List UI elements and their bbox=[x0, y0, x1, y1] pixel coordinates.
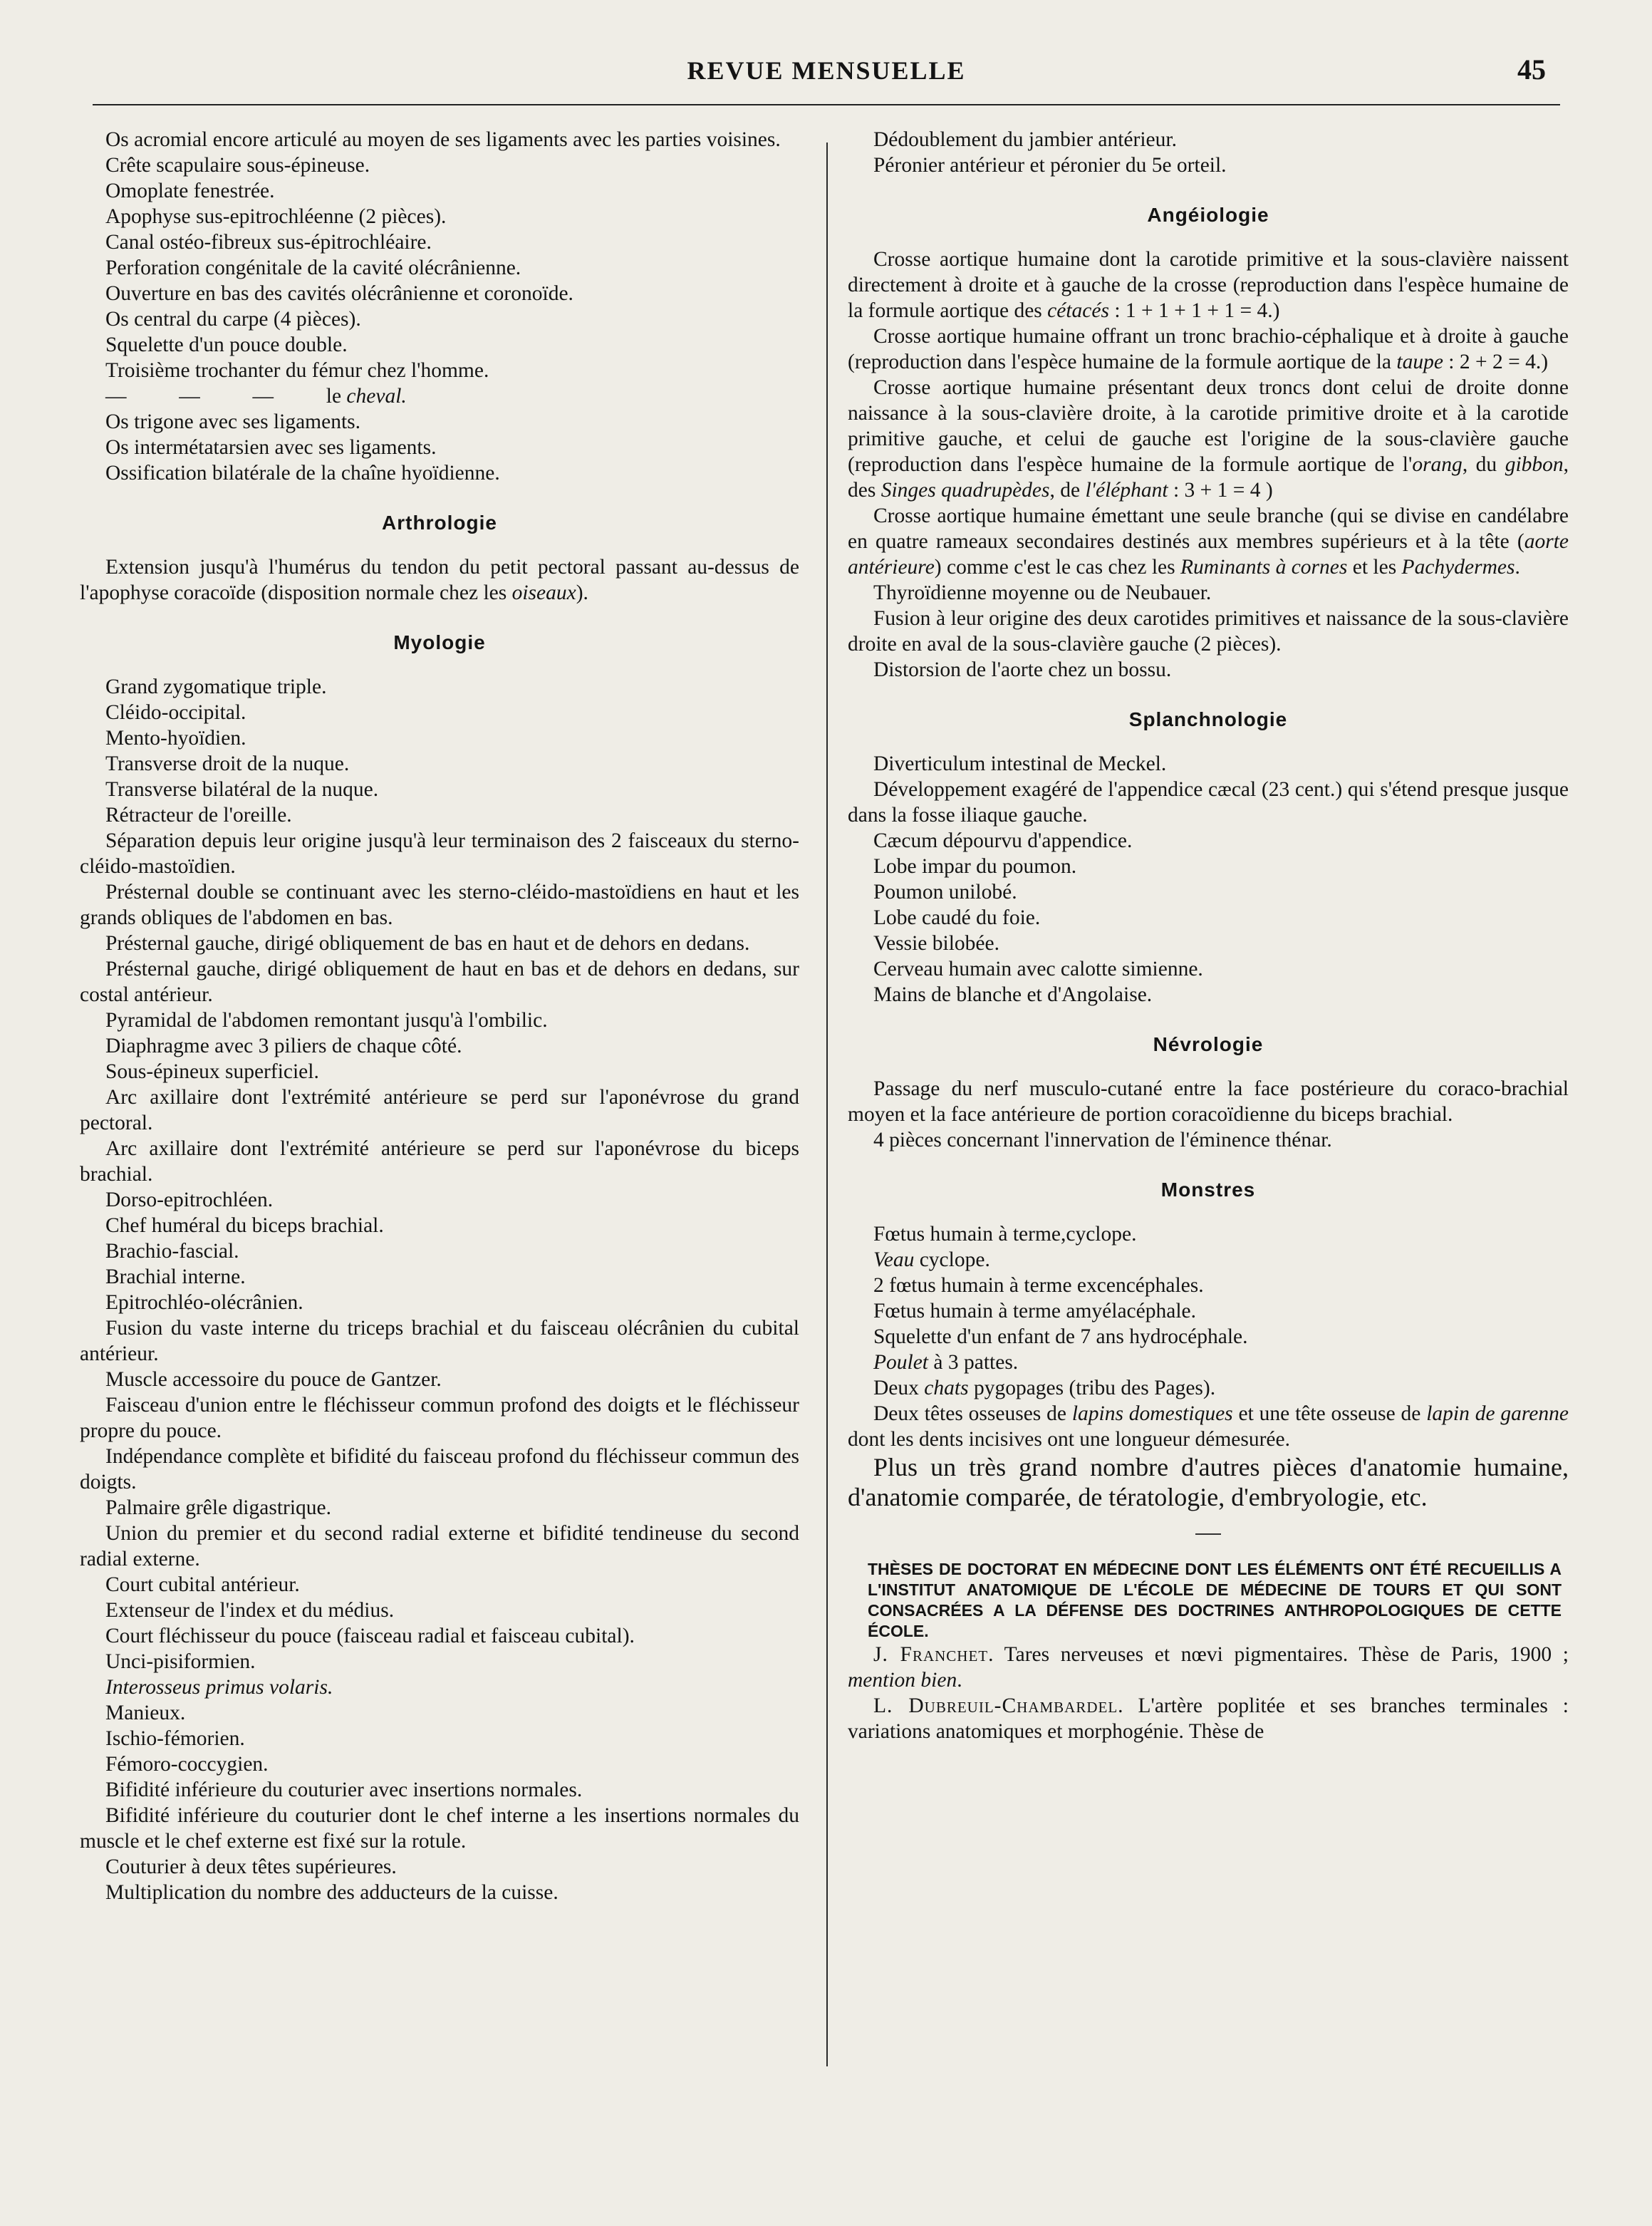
list-item: Os central du carpe (4 pièces). bbox=[105, 308, 361, 331]
list-item: Péronier antérieur et péronier du 5e orteil. bbox=[873, 154, 1227, 177]
text: à 3 pattes. bbox=[928, 1351, 1019, 1374]
myology-list-8 bbox=[80, 1854, 799, 1905]
myology-list-2 bbox=[80, 1008, 799, 1084]
list-item: Apophyse sus-epitrochléenne (2 pièces). bbox=[105, 205, 447, 228]
author: L. Dubreuil-Chambardel bbox=[873, 1694, 1118, 1717]
column-divider bbox=[826, 143, 828, 2066]
list-item: Mento-hyoïdien. bbox=[105, 727, 246, 750]
list-item: Fémoro-coccygien. bbox=[105, 1753, 269, 1776]
myology-paras-5 bbox=[80, 1521, 799, 1572]
text: . bbox=[957, 1669, 962, 1692]
author: J. Franchet bbox=[873, 1643, 989, 1666]
paragraph: Présternal gauche, dirigé obliquement de bas en haut et de dehors en dedans. bbox=[105, 932, 750, 955]
header-rule bbox=[93, 104, 1560, 105]
list-item: Distorsion de l'aorte chez un bossu. bbox=[873, 658, 1172, 681]
text: Deux têtes osseuses de bbox=[873, 1402, 1072, 1425]
text: : 2 + 2 = 4.) bbox=[1443, 351, 1549, 373]
myology-paras-3 bbox=[80, 1315, 799, 1367]
text: , de bbox=[1049, 479, 1086, 502]
text: : 3 + 1 = 4 ) bbox=[1168, 479, 1273, 502]
paragraph: Bifidité inférieure du couturier dont le chef interne a les insertions normales du muscle et le chef externe est fixé sur la rotule. bbox=[80, 1804, 799, 1853]
splanchnology-list bbox=[848, 828, 1569, 1008]
list-item: Omoplate fenestrée. bbox=[105, 180, 275, 202]
list-item: Vessie bilobée. bbox=[873, 932, 999, 955]
thesis-entry bbox=[848, 1642, 1569, 1693]
list-item: Transverse droit de la nuque. bbox=[105, 752, 350, 775]
list-item: Fœtus humain à terme amyélacéphale. bbox=[873, 1300, 1196, 1322]
italic-text: cétacés bbox=[1047, 299, 1109, 322]
section-heading-nevrologie: Névrologie bbox=[1153, 1033, 1264, 1055]
list-item: Diverticulum intestinal de Meckel. bbox=[873, 752, 1167, 775]
arthrology-paragraph bbox=[80, 554, 799, 606]
paragraph: Fusion à leur origine des deux carotides primitives et naissance de la sous-clavière droite en aval de la sous-clavière gauche (2 pièces). bbox=[848, 607, 1569, 656]
separator-dash bbox=[1195, 1533, 1221, 1535]
list-item: Bifidité inférieure du couturier avec insertions normales. bbox=[105, 1779, 583, 1801]
paragraph: Arc axillaire dont l'extrémité antérieure se perd sur l'aponévrose du biceps brachial. bbox=[80, 1137, 799, 1186]
text: dont les dents incisives ont une longueur démesurée. bbox=[848, 1428, 1290, 1451]
text: et une tête osseuse de bbox=[1232, 1402, 1427, 1425]
myology-list-4 bbox=[80, 1367, 799, 1392]
running-title: REVUE MENSUELLE bbox=[687, 56, 966, 85]
text: : 1 + 1 + 1 + 1 = 4.) bbox=[1108, 299, 1280, 322]
text: . Tares nerveuses et nœvi pigmentaires. Thèse de Paris, 1900 ; bbox=[988, 1643, 1569, 1666]
list-item: Dorso-epitrochléen. bbox=[105, 1189, 274, 1211]
list-item: 2 fœtus humain à terme excencéphales. bbox=[873, 1274, 1204, 1297]
text: Crosse aortique humaine dont la carotide primitive et la sous-clavière naissent directement à droite et à gauche de la crosse (reproduction dans l'espèce humaine de la formule aortique des bbox=[848, 248, 1569, 322]
text: Deux bbox=[873, 1377, 925, 1399]
text: et les bbox=[1347, 556, 1402, 579]
page-header bbox=[93, 50, 1560, 93]
list-item: Multiplication du nombre des adducteurs de la cuisse. bbox=[105, 1881, 559, 1904]
myology-paras-2 bbox=[80, 1084, 799, 1187]
italic-text: taupe bbox=[1396, 351, 1443, 373]
paragraph: Faisceau d'union entre le fléchisseur commun profond des doigts et le fléchisseur propre du pouce. bbox=[80, 1394, 799, 1442]
italic-text: Singes quadrupèdes bbox=[880, 479, 1050, 502]
list-item: Crête scapulaire sous-épineuse. bbox=[105, 154, 370, 177]
section-heading-arthrologie: Arthrologie bbox=[382, 512, 497, 534]
page-number: 45 bbox=[1517, 53, 1546, 86]
myology-list-6 bbox=[80, 1572, 799, 1623]
osteology-list-2 bbox=[80, 409, 799, 486]
list-item: Cléido-occipital. bbox=[105, 701, 246, 724]
list-item-italic bbox=[80, 1674, 799, 1700]
list-item: Perforation congénitale de la cavité olécrânienne. bbox=[105, 257, 521, 279]
list-item: Court cubital antérieur. bbox=[105, 1573, 300, 1596]
list-item: Poumon unilobé. bbox=[873, 881, 1017, 904]
list-item: Ouverture en bas des cavités olécrânienne et coronoïde. bbox=[105, 282, 573, 305]
italic-text: Veau bbox=[873, 1248, 915, 1271]
ditto-dashes: — — — bbox=[105, 385, 326, 408]
section-heading-angeiologie: Angéiologie bbox=[1147, 204, 1269, 226]
list-item bbox=[848, 1375, 1569, 1401]
paragraph: Présternal double se continuant avec les sterno-cléido-mastoïdiens en haut et les grands obliques de l'abdomen en bas. bbox=[80, 881, 799, 929]
italic-text: Ruminants à cornes bbox=[1180, 556, 1348, 579]
paragraph: Union du premier et du second radial externe et bifidité tendineuse du second radial externe. bbox=[80, 1522, 799, 1570]
text: pygopages (tribu des Pages). bbox=[968, 1377, 1216, 1399]
list-item: Transverse bilatéral de la nuque. bbox=[105, 778, 379, 801]
thesis-entry bbox=[848, 1693, 1569, 1744]
paragraph: Présternal gauche, dirigé obliquement de haut en bas et de dehors en dedans, sur costal antérieur. bbox=[80, 958, 799, 1006]
list-item: Epitrochléo-olécrânien. bbox=[105, 1291, 303, 1314]
list-item: Fœtus humain à terme,cyclope. bbox=[873, 1223, 1137, 1246]
list-item: Os trigone avec ses ligaments. bbox=[105, 410, 361, 433]
list-item: Troisième trochanter du fémur chez l'homme. bbox=[105, 359, 489, 382]
list-item: Lobe caudé du foie. bbox=[873, 906, 1041, 929]
cheval-line bbox=[80, 383, 799, 409]
list-item: Sous-épineux superficiel. bbox=[105, 1060, 319, 1083]
list-item: Couturier à deux têtes supérieures. bbox=[105, 1855, 397, 1878]
italic-text: l'éléphant bbox=[1085, 479, 1168, 502]
italic-text: mention bien bbox=[848, 1669, 957, 1692]
osteology-list bbox=[80, 152, 799, 383]
italic-text: Poulet bbox=[873, 1351, 929, 1374]
myology-list-5 bbox=[80, 1495, 799, 1521]
myology-list-1 bbox=[80, 674, 799, 828]
italic-text: chats bbox=[924, 1377, 969, 1399]
text: Crosse aortique humaine offrant un tronc brachio-céphalique et à droite à gauche (reproduction dans l'espèce humaine de la formule aortique de la bbox=[848, 325, 1569, 373]
list-item: 4 pièces concernant l'innervation de l'éminence thénar. bbox=[873, 1129, 1332, 1151]
text: . bbox=[1515, 556, 1520, 579]
myology-list-7 bbox=[80, 1700, 799, 1803]
paragraph bbox=[848, 323, 1569, 375]
text: cyclope. bbox=[914, 1248, 990, 1271]
text: . L'artère poplitée et ses branches terminales : variations anatomiques et morphogénie. Thèse de bbox=[848, 1694, 1569, 1743]
myology-paras-1 bbox=[80, 828, 799, 1008]
paragraph: Indépendance complète et bifidité du faisceau profond du fléchisseur commun des doigts. bbox=[80, 1445, 799, 1494]
myology-paras-7 bbox=[80, 1803, 799, 1854]
myology-paras-6 bbox=[80, 1623, 799, 1649]
paragraph: Séparation depuis leur origine jusqu'à leur terminaison des 2 faisceaux du sterno-cléido-mastoïdien. bbox=[80, 829, 799, 878]
paragraph: Passage du nerf musculo-cutané entre la face postérieure du coraco-brachial moyen et la face antérieure de portion coracoïdienne du biceps brachial. bbox=[848, 1077, 1569, 1126]
list-item: Unci-pisiformien. bbox=[105, 1650, 256, 1673]
paragraph: Développement exagéré de l'appendice cæcal (23 cent.) qui s'étend presque jusque dans la fosse iliaque gauche. bbox=[848, 778, 1569, 827]
list-item: Cæcum dépourvu d'appendice. bbox=[873, 829, 1133, 852]
list-item: Brachio-fascial. bbox=[105, 1240, 239, 1263]
section-heading-splanchnologie: Splanchnologie bbox=[1128, 708, 1288, 730]
list-item: Canal ostéo-fibreux sus-épitrochléaire. bbox=[105, 231, 432, 254]
list-item: Mains de blanche et d'Angolaise. bbox=[873, 983, 1153, 1006]
text: Extension jusqu'à l'humérus du tendon du petit pectoral passant au-dessus de l'apophyse coracoïde (disposition normale chez les bbox=[80, 556, 799, 604]
list-item: Cerveau humain avec calotte simienne. bbox=[873, 958, 1203, 980]
paragraph bbox=[848, 375, 1569, 503]
list-item: Pyramidal de l'abdomen remontant jusqu'à l'ombilic. bbox=[105, 1009, 548, 1032]
italic-text: lapins domestiques bbox=[1071, 1402, 1233, 1425]
cheval-word: cheval. bbox=[346, 385, 407, 408]
paragraph: Court fléchisseur du pouce (faisceau radial et faisceau cubital). bbox=[105, 1625, 635, 1647]
italic-text: Interosseus primus volaris. bbox=[105, 1676, 333, 1699]
paragraph: Fusion du vaste interne du triceps brachial et du faisceau olécrânien du cubital antérieur. bbox=[80, 1317, 799, 1365]
italic-text: lapin de garenne bbox=[1426, 1402, 1569, 1425]
list-item: Squelette d'un enfant de 7 ans hydrocéphale. bbox=[873, 1325, 1248, 1348]
text: ). bbox=[576, 581, 588, 604]
italic-text: Pachydermes bbox=[1401, 556, 1515, 579]
list-item: Muscle accessoire du pouce de Gantzer. bbox=[105, 1368, 442, 1391]
paragraph: Arc axillaire dont l'extrémité antérieure se perd sur l'aponévrose du grand pectoral. bbox=[80, 1086, 799, 1134]
list-item: Grand zygomatique triple. bbox=[105, 675, 327, 698]
section-heading-myologie: Myologie bbox=[393, 631, 486, 653]
list-item: Ischio-fémorien. bbox=[105, 1727, 245, 1750]
right-column bbox=[848, 127, 1569, 1744]
text: ) comme c'est le cas chez les bbox=[934, 556, 1181, 579]
myology-continued-list bbox=[848, 127, 1569, 178]
list-item bbox=[848, 1350, 1569, 1375]
paragraph bbox=[848, 1401, 1569, 1452]
italic-text: gibbon bbox=[1505, 453, 1564, 476]
list-item: Chef huméral du biceps brachial. bbox=[105, 1214, 384, 1237]
text: , du bbox=[1462, 453, 1505, 476]
closing-statement: Plus un très grand nombre d'autres pièces d'anatomie humaine, d'anatomie comparée, de tératologie, d'embryologie, etc. bbox=[848, 1453, 1569, 1511]
left-column bbox=[80, 127, 799, 1905]
list-item: Os intermétatarsien avec ses ligaments. bbox=[105, 436, 437, 459]
myology-list-3 bbox=[80, 1187, 799, 1315]
text: Crosse aortique humaine présentant deux troncs dont celui de droite donne naissance à la sous-clavière droite, à la carotide primitive droite et à la carotide primitive gauche, et celui de gauche est l'origine de la sous-clavière gauche (reproduction dans l'espèce humaine de la formule aortique de l' bbox=[848, 376, 1569, 476]
list-item: Rétracteur de l'oreille. bbox=[105, 804, 292, 827]
text: , des bbox=[848, 453, 1569, 502]
paragraph: Os acromial encore articulé au moyen de ses ligaments avec les parties voisines. bbox=[105, 128, 781, 151]
cheval-prefix: le bbox=[326, 385, 347, 408]
italic-text: aorte antérieure bbox=[848, 530, 1569, 579]
list-item: Brachial interne. bbox=[105, 1265, 246, 1288]
italic-text: oiseaux bbox=[511, 581, 576, 604]
list-item: Thyroïdienne moyenne ou de Neubauer. bbox=[873, 581, 1212, 604]
list-item: Palmaire grêle digastrique. bbox=[105, 1496, 332, 1519]
list-item: Diaphragme avec 3 piliers de chaque côté. bbox=[105, 1035, 462, 1057]
italic-text: orang bbox=[1412, 453, 1463, 476]
theses-heading: THÈSES DE DOCTORAT EN MÉDECINE DONT LES ÉLÉMENTS ONT ÉTÉ RECUEILLIS A L'INSTITUT ANATOMIQUE DE L'ÉCOLE DE MÉDECINE DE TOURS ET QUI SONT CONSACRÉES A LA DÉFENSE DES DOCTRINES ANTHROPOLOGIQUES DE CETTE ÉCOLE. bbox=[868, 1560, 1562, 1640]
list-item: Squelette d'un pouce double. bbox=[105, 333, 348, 356]
list-item: Ossification bilatérale de la chaîne hyoïdienne. bbox=[105, 462, 500, 485]
text: Crosse aortique humaine émettant une seule branche (qui se divise en candélabre en quatre rameaux secondaires destinés aux membres supérieurs et à la tête ( bbox=[848, 504, 1569, 553]
list-item: Extenseur de l'index et du médius. bbox=[105, 1599, 395, 1622]
paragraph bbox=[848, 247, 1569, 323]
paragraph bbox=[848, 503, 1569, 580]
section-heading-monstres: Monstres bbox=[1160, 1179, 1256, 1201]
list-item bbox=[848, 1247, 1569, 1273]
list-item: Manieux. bbox=[105, 1702, 186, 1724]
list-item: Lobe impar du poumon. bbox=[873, 855, 1077, 878]
myology-paras-4 bbox=[80, 1392, 799, 1495]
list-item: Dédoublement du jambier antérieur. bbox=[873, 128, 1177, 151]
